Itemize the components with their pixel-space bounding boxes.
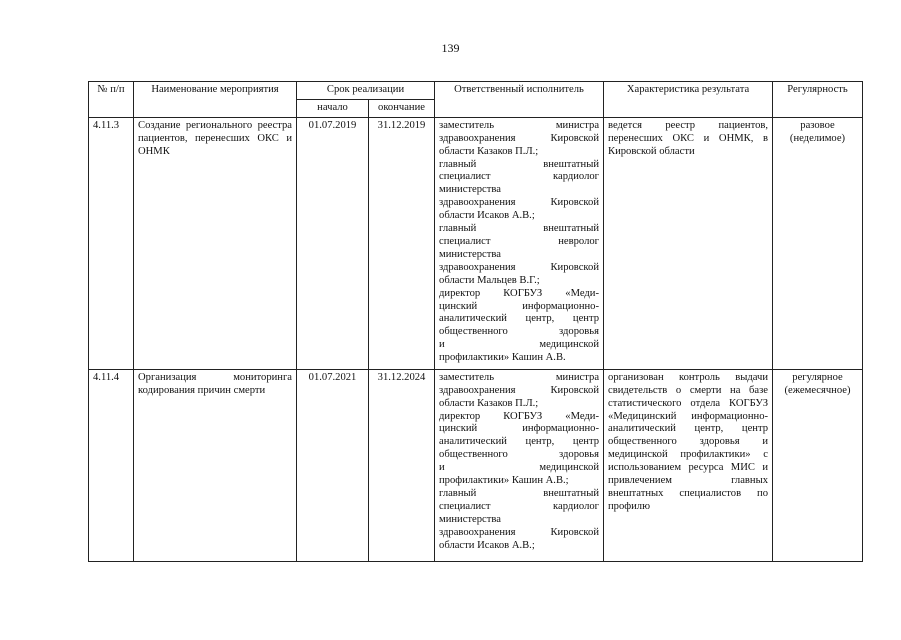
executor-line: области Мальцев В.Г.; [439, 274, 540, 286]
executor-line: профилактики» Кашин А.В. [439, 352, 566, 364]
header-term: Срок реализации [297, 82, 435, 100]
header-num: № п/п [89, 82, 134, 118]
executor-line: здравоохранения Кировской [439, 261, 600, 273]
executor-line: заместитель министра [439, 371, 600, 383]
row-num: 4.11.3 [89, 117, 134, 369]
executor-line: директор КОГБУЗ «Меди- [439, 410, 600, 422]
row-executor [435, 117, 604, 369]
header-row [89, 82, 863, 100]
page-number: 139 [441, 41, 460, 55]
header-regularity: Регулярность [773, 82, 863, 118]
executor-line: главный внештатный [439, 223, 600, 235]
header-name: Наименование мероприятия [134, 82, 297, 118]
table-row [89, 369, 863, 561]
executor-line: и медицинской [439, 462, 600, 474]
row-executor [435, 369, 604, 561]
executor-line: главный внештатный [439, 487, 600, 499]
executor-line: специалист невролог [439, 235, 600, 247]
executor-line: директор КОГБУЗ «Меди- [439, 287, 600, 299]
row-end: 31.12.2024 [369, 369, 435, 561]
row-regularity: разовое (неделимое) [773, 117, 863, 369]
executor-line: главный внештатный [439, 158, 600, 170]
executor-line: и медицинской [439, 339, 600, 351]
executor-line: здравоохранения Кировской [439, 132, 600, 144]
executor-line: заместитель министра [439, 119, 600, 131]
row-name: Создание регионального реестра пациентов, перенесших ОКС и ОНМК [134, 117, 297, 369]
executor-line: общественного здоровья [439, 326, 600, 338]
executor-line: здравоохранения Кировской [439, 384, 600, 396]
executor-line: области Казаков П.Л.; [439, 397, 539, 409]
executor-line: аналитический центр, центр [439, 436, 600, 448]
executor-line: министерства [439, 513, 501, 525]
table-row [89, 117, 863, 369]
executor-line: профилактики» Кашин А.В.; [439, 475, 569, 487]
executor-line: области Исаков А.В.; [439, 539, 535, 551]
row-end: 31.12.2019 [369, 117, 435, 369]
row-start: 01.07.2021 [297, 369, 369, 561]
executor-line: цинский информационно- [439, 423, 600, 435]
row-result: ведется реестр пациентов, перенесших ОКС и ОНМК, в Кировской области [604, 117, 773, 369]
header-start: начало [297, 99, 369, 117]
row-result: организован контроль выдачи свидетельств о смерти на базе статистического отдела КОГБУЗ «Медицинский информационно-аналитический центр, центр общественного здоровья и медицинской профилактики» с использованием ресурса МИС и привлечением главных внештатных специалистов по профилю [604, 369, 773, 561]
row-name: Организация мониторинга кодирования причин смерти [134, 369, 297, 561]
executor-line: аналитический центр, центр [439, 313, 600, 325]
row-num: 4.11.4 [89, 369, 134, 561]
header-executor: Ответственный исполнитель [435, 82, 604, 118]
executor-line: цинский информационно- [439, 300, 600, 312]
executor-line: здравоохранения Кировской [439, 526, 600, 538]
executor-line: министерства [439, 248, 501, 260]
header-result: Характеристика результата [604, 82, 773, 118]
executor-line: министерства [439, 184, 501, 196]
executor-line: специалист кардиолог [439, 171, 600, 183]
executor-line: области Казаков П.Л.; [439, 145, 539, 157]
row-start: 01.07.2019 [297, 117, 369, 369]
executor-line: здравоохранения Кировской [439, 197, 600, 209]
row-regularity: регулярное (ежемесячное) [773, 369, 863, 561]
header-end: окончание [369, 99, 435, 117]
executor-line: общественного здоровья [439, 449, 600, 461]
activities-table [88, 81, 863, 562]
executor-line: специалист кардиолог [439, 500, 600, 512]
executor-line: области Исаков А.В.; [439, 210, 535, 222]
